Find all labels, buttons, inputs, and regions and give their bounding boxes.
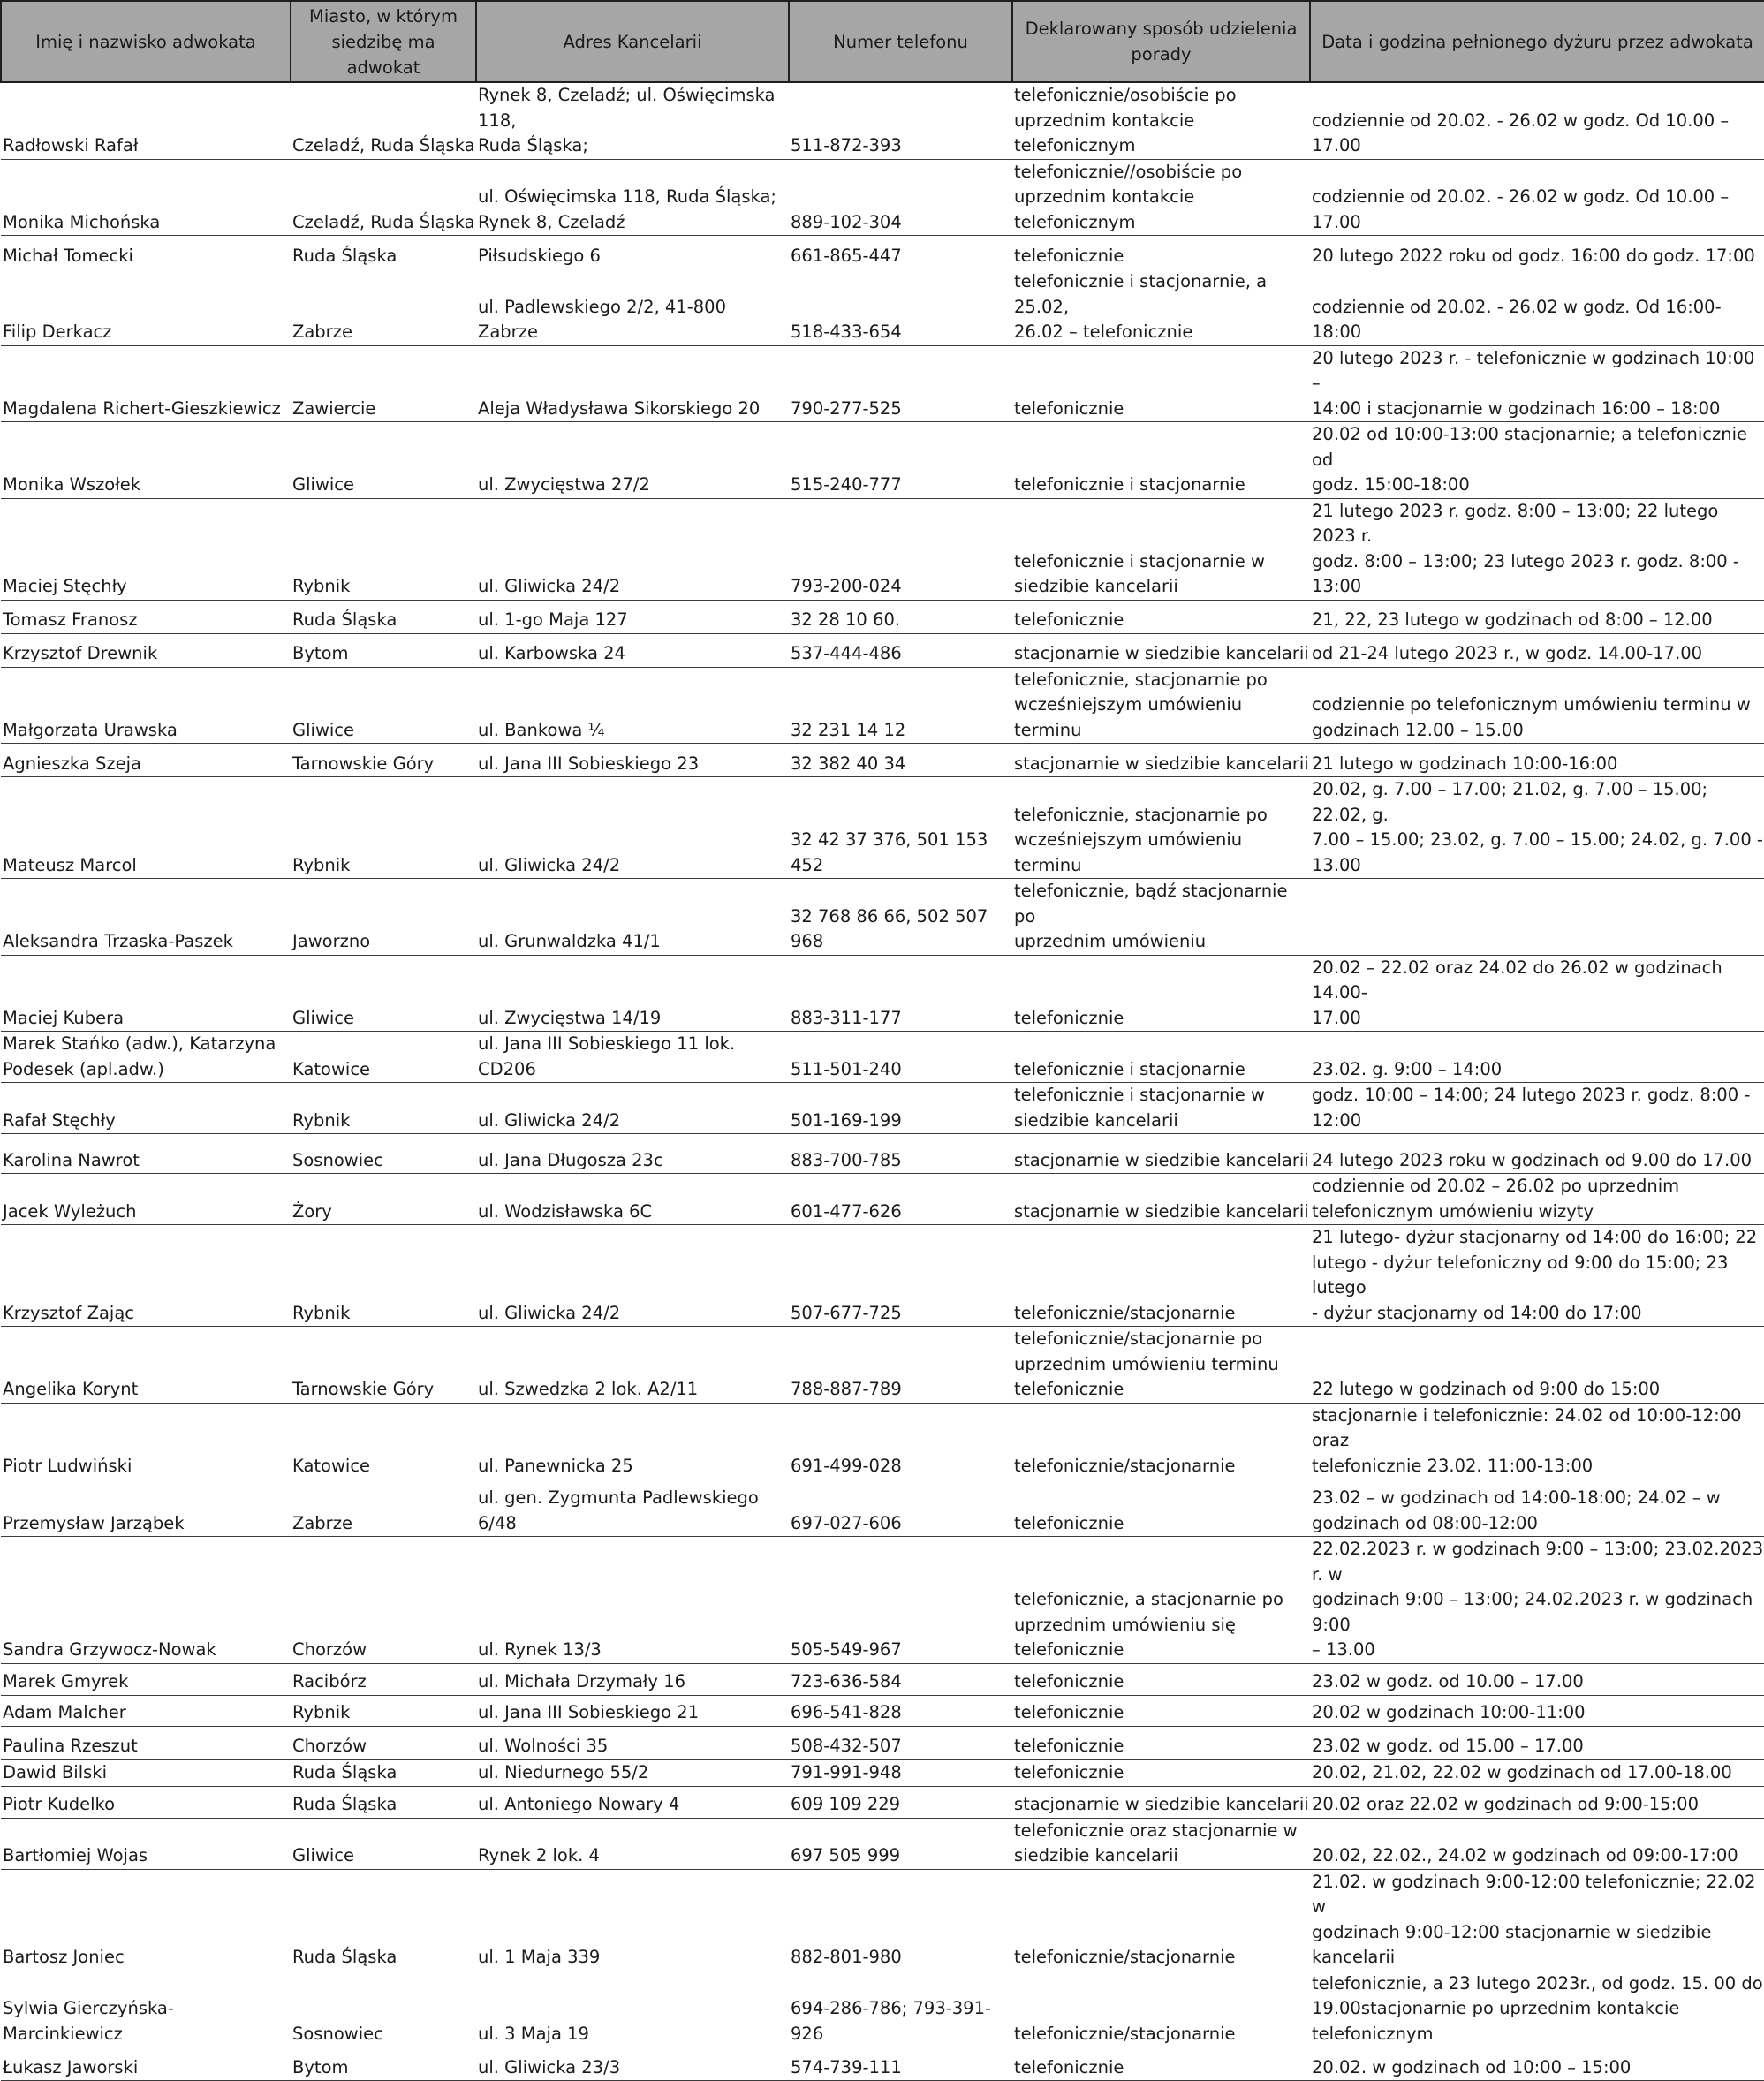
advice-method-cell: telefonicznie//osobiście po uprzednim kontakcie telefonicznym [1012,159,1310,236]
city-cell: Zawiercie [291,345,476,422]
duty-date-cell: telefonicznie, a 23 lutego 2023r., od godz. 15. 00 do 19.00stacjonarnie po uprzednim kontakcie telefonicznym [1310,1971,1764,2047]
address-cell: Aleja Władysława Sikorskiego 20 [476,345,789,422]
address-cell: ul. Antoniego Nowary 4 [476,1786,789,1818]
lawyer-name-cell: Magdalena Richert-Gieszkiewicz [1,345,291,422]
address-cell: ul. Niedurnego 55/2 [476,1759,789,1786]
phone-cell: 889-102-304 [789,159,1012,236]
address-cell: ul. Szwedzka 2 lok. A2/11 [476,1327,789,1404]
duty-date-cell: 23.02 w godz. od 15.00 – 17.00 [1310,1726,1764,1759]
address-cell: ul. Gliwicka 24/2 [476,1225,789,1327]
lawyer-name-cell: Paulina Rzeszut [1,1726,291,1759]
duty-date-cell: 20 lutego 2023 r. - telefonicznie w godzinach 10:00 – 14:00 i stacjonarnie w godzinach 16:00 – 18:00 [1310,345,1764,422]
table-row [1,879,1764,956]
duty-date-cell: 23.02 – w godzinach od 14:00-18:00; 24.02 – w godzinach od 08:00-12:00 [1310,1479,1764,1537]
address-cell: ul. 1 Maja 339 [476,1869,789,1971]
advice-method-cell: telefonicznie, stacjonarnie po wcześniejszym umówieniu terminu [1012,777,1310,879]
lawyer-name-cell: Aleksandra Trzaska-Paszek [1,879,291,956]
address-cell: ul. Wolności 35 [476,1726,789,1759]
phone-cell: 508-432-507 [789,1726,1012,1759]
table-row [1,1537,1764,1664]
table-row [1,1479,1764,1537]
header-phone-number: Numer telefonu [789,1,1012,82]
lawyer-name-cell: Angelika Korynt [1,1327,291,1404]
advice-method-cell: telefonicznie [1012,600,1310,633]
duty-date-cell: 21 lutego 2023 r. godz. 8:00 – 13:00; 22 lutego 2023 r. godz. 8:00 – 13:00; 23 lutego 2023 r. godz. 8:00 - 13:00 [1310,498,1764,600]
duty-date-cell: 20.02, 21.02, 22.02 w godzinach od 17.00-18.00 [1310,1759,1764,1786]
lawyer-name-cell: Radłowski Rafał [1,82,291,159]
table-row [1,1971,1764,2047]
phone-cell: 609 109 229 [789,1786,1012,1818]
address-cell: ul. Oświęcimska 118, Ruda Śląska; Rynek 8, Czeladź [476,159,789,236]
phone-cell: 518-433-654 [789,269,1012,346]
advice-method-cell: telefonicznie, a stacjonarnie po uprzednim umówieniu się telefonicznie [1012,1537,1310,1664]
duty-date-cell: 22.02.2023 r. w godzinach 9:00 – 13:00; 23.02.2023 r. w godzinach 9:00 – 13:00; 24.02.2023 r. w godzinach 9:00 – 13.00 [1310,1537,1764,1664]
city-cell: Katowice [291,1403,476,1479]
advice-method-cell: telefonicznie [1012,236,1310,269]
city-cell: Ruda Śląska [291,236,476,269]
header-duty-date-time: Data i godzina pełnionego dyżuru przez adwokata [1310,1,1764,82]
duty-date-cell: 20.02 od 10:00-13:00 stacjonarnie; a telefonicznie od godz. 15:00-18:00 [1310,422,1764,499]
lawyer-name-cell: Krzysztof Zając [1,1225,291,1327]
lawyer-name-cell: Łukasz Jaworski [1,2047,291,2081]
city-cell: Bytom [291,2047,476,2081]
phone-cell: 696-541-828 [789,1695,1012,1726]
city-cell: Gliwice [291,1818,476,1869]
duty-date-cell: 23.02 w godz. od 10.00 – 17.00 [1310,1663,1764,1695]
phone-cell: 574-739-111 [789,2047,1012,2081]
address-cell: ul. Grunwaldzka 41/1 [476,879,789,956]
table-row [1,1759,1764,1786]
city-cell: Bytom [291,633,476,667]
lawyer-name-cell: Piotr Ludwiński [1,1403,291,1479]
table-row [1,1225,1764,1327]
advice-method-cell: telefonicznie/stacjonarnie [1012,1403,1310,1479]
city-cell: Ruda Śląska [291,1759,476,1786]
lawyer-name-cell: Agnieszka Szeja [1,744,291,777]
lawyer-name-cell: Mateusz Marcol [1,777,291,879]
city-cell: Ruda Śląska [291,1869,476,1971]
address-cell: ul. Rynek 13/3 [476,1537,789,1664]
advice-method-cell: telefonicznie [1012,1759,1310,1786]
lawyer-name-cell: Jacek Wyleżuch [1,1174,291,1225]
advice-method-cell: telefonicznie [1012,345,1310,422]
address-cell: ul. Bankowa ¼ [476,667,789,744]
table-body [1,82,1764,2081]
phone-cell: 883-700-785 [789,1134,1012,1174]
table-row [1,236,1764,269]
address-cell: ul. Gliwicka 24/2 [476,777,789,879]
advice-method-cell: telefonicznie [1012,1663,1310,1695]
address-cell: ul. Wodzisławska 6C [476,1174,789,1225]
city-cell: Rybnik [291,1225,476,1327]
advice-method-cell: telefonicznie/stacjonarnie [1012,1971,1310,2047]
city-cell: Czeladź, Ruda Śląska [291,82,476,159]
phone-cell: 511-872-393 [789,82,1012,159]
city-cell: Rybnik [291,777,476,879]
table-row [1,1726,1764,1759]
lawyer-name-cell: Adam Malcher [1,1695,291,1726]
advice-method-cell: telefonicznie [1012,2047,1310,2081]
table-row [1,1695,1764,1726]
table-row [1,667,1764,744]
advice-method-cell: telefonicznie [1012,1726,1310,1759]
header-city: Miasto, w którym siedzibę ma adwokat [291,1,476,82]
address-cell: Rynek 2 lok. 4 [476,1818,789,1869]
lawyer-name-cell: Piotr Kudelko [1,1786,291,1818]
address-cell: ul. Jana III Sobieskiego 23 [476,744,789,777]
phone-cell: 697 505 999 [789,1818,1012,1869]
duty-date-cell: 22 lutego w godzinach od 9:00 do 15:00 [1310,1327,1764,1404]
phone-cell: 505-549-967 [789,1537,1012,1664]
city-cell: Ruda Śląska [291,1786,476,1818]
address-cell: ul. Zwycięstwa 14/19 [476,955,789,1032]
table-row [1,2047,1764,2081]
address-cell: Piłsudskiego 6 [476,236,789,269]
table-row [1,777,1764,879]
advice-method-cell: stacjonarnie w siedzibie kancelarii [1012,1134,1310,1174]
city-cell: Gliwice [291,955,476,1032]
city-cell: Katowice [291,1032,476,1083]
city-cell: Chorzów [291,1537,476,1664]
phone-cell: 601-477-626 [789,1174,1012,1225]
advice-method-cell: telefonicznie i stacjonarnie [1012,1032,1310,1083]
lawyer-name-cell: Rafał Stęchły [1,1083,291,1134]
duty-date-cell: 21.02. w godzinach 9:00-12:00 telefonicznie; 22.02 w godzinach 9:00-12:00 stacjonarnie w siedzibie kancelarii [1310,1869,1764,1971]
table-row [1,269,1764,346]
lawyer-name-cell: Przemysław Jarząbek [1,1479,291,1537]
table-row [1,345,1764,422]
lawyer-name-cell: Tomasz Franosz [1,600,291,633]
lawyer-name-cell: Monika Wszołek [1,422,291,499]
address-cell: ul. Jana III Sobieskiego 11 lok. CD206 [476,1032,789,1083]
address-cell: Rynek 8, Czeladź; ul. Oświęcimska 118, Ruda Śląska; [476,82,789,159]
table-row [1,1083,1764,1134]
header-advice-method: Deklarowany sposób udzielenia porady [1012,1,1310,82]
city-cell: Zabrze [291,269,476,346]
phone-cell: 32 768 86 66, 502 507 968 [789,879,1012,956]
advice-method-cell: telefonicznie [1012,955,1310,1032]
duty-date-cell: 20.02, g. 7.00 – 17.00; 21.02, g. 7.00 – 15.00; 22.02, g. 7.00 – 15.00; 23.02, g. 7.00 – 15.00; 24.02, g. 7.00 - 13.00 [1310,777,1764,879]
city-cell: Rybnik [291,498,476,600]
duty-date-cell: od 21-24 lutego 2023 r., w godz. 14.00-17.00 [1310,633,1764,667]
city-cell: Racibórz [291,1663,476,1695]
city-cell: Gliwice [291,422,476,499]
duty-date-cell: codziennie od 20.02 – 26.02 po uprzednim telefonicznym umówieniu wizyty [1310,1174,1764,1225]
lawyer-name-cell: Sylwia Gierczyńska-Marcinkiewicz [1,1971,291,2047]
duty-date-cell: godz. 10:00 – 14:00; 24 lutego 2023 r. godz. 8:00 - 12:00 [1310,1083,1764,1134]
advice-method-cell: telefonicznie i stacjonarnie, a 25.02, 26.02 – telefonicznie [1012,269,1310,346]
lawyer-name-cell: Filip Derkacz [1,269,291,346]
phone-cell: 697-027-606 [789,1479,1012,1537]
advice-method-cell: stacjonarnie w siedzibie kancelarii [1012,744,1310,777]
address-cell: ul. Jana III Sobieskiego 21 [476,1695,789,1726]
city-cell: Tarnowskie Góry [291,744,476,777]
duty-date-cell: 20.02 – 22.02 oraz 24.02 do 26.02 w godzinach 14.00- 17.00 [1310,955,1764,1032]
lawyer-name-cell: Maciej Stęchły [1,498,291,600]
phone-cell: 511-501-240 [789,1032,1012,1083]
duty-date-cell: codziennie od 20.02. - 26.02 w godz. Od 10.00 – 17.00 [1310,159,1764,236]
duty-date-cell: 21 lutego w godzinach 10:00-16:00 [1310,744,1764,777]
advice-method-cell: telefonicznie/osobiście po uprzednim kontakcie telefonicznym [1012,82,1310,159]
address-cell: ul. Jana Długosza 23c [476,1134,789,1174]
phone-cell: 32 231 14 12 [789,667,1012,744]
advice-method-cell: telefonicznie i stacjonarnie w siedzibie kancelarii [1012,498,1310,600]
lawyer-name-cell: Monika Michońska [1,159,291,236]
table-row [1,82,1764,159]
advice-method-cell: telefonicznie i stacjonarnie [1012,422,1310,499]
lawyer-name-cell: Marek Gmyrek [1,1663,291,1695]
advice-method-cell: stacjonarnie w siedzibie kancelarii [1012,633,1310,667]
city-cell: Jaworzno [291,879,476,956]
city-cell: Ruda Śląska [291,600,476,633]
phone-cell: 691-499-028 [789,1403,1012,1479]
lawyer-name-cell: Sandra Grzywocz-Nowak [1,1537,291,1664]
advice-method-cell: telefonicznie i stacjonarnie w siedzibie kancelarii [1012,1083,1310,1134]
address-cell: ul. Zwycięstwa 27/2 [476,422,789,499]
advice-method-cell: telefonicznie [1012,1695,1310,1726]
lawyer-name-cell: Michał Tomecki [1,236,291,269]
table-row [1,1327,1764,1404]
lawyer-name-cell: Maciej Kubera [1,955,291,1032]
lawyer-name-cell: Krzysztof Drewnik [1,633,291,667]
lawyer-name-cell: Karolina Nawrot [1,1134,291,1174]
address-cell: ul. Panewnicka 25 [476,1403,789,1479]
duty-date-cell: 20.02 w godzinach 10:00-11:00 [1310,1695,1764,1726]
address-cell: ul. 1-go Maja 127 [476,600,789,633]
duty-date-cell: stacjonarnie i telefonicznie: 24.02 od 10:00-12:00 oraz telefonicznie 23.02. 11:00-13:00 [1310,1403,1764,1479]
address-cell: ul. 3 Maja 19 [476,1971,789,2047]
advice-method-cell: telefonicznie/stacjonarnie po uprzednim umówieniu terminu telefonicznie [1012,1327,1310,1404]
lawyer-name-cell: Dawid Bilski [1,1759,291,1786]
phone-cell: 793-200-024 [789,498,1012,600]
phone-cell: 883-311-177 [789,955,1012,1032]
city-cell: Rybnik [291,1083,476,1134]
city-cell: Sosnowiec [291,1971,476,2047]
phone-cell: 501-169-199 [789,1083,1012,1134]
phone-cell: 32 42 37 376, 501 153 452 [789,777,1012,879]
table-row [1,955,1764,1032]
phone-cell: 790-277-525 [789,345,1012,422]
phone-cell: 32 382 40 34 [789,744,1012,777]
duty-date-cell: 21, 22, 23 lutego w godzinach od 8:00 – 12.00 [1310,600,1764,633]
address-cell: ul. gen. Zygmunta Padlewskiego 6/48 [476,1479,789,1537]
table-row [1,498,1764,600]
advice-method-cell: telefonicznie/stacjonarnie [1012,1225,1310,1327]
duty-date-cell: 24 lutego 2023 roku w godzinach od 9.00 do 17.00 [1310,1134,1764,1174]
duty-date-cell [1310,879,1764,956]
city-cell: Sosnowiec [291,1134,476,1174]
duty-date-cell: 20 lutego 2022 roku od godz. 16:00 do godz. 17:00 [1310,236,1764,269]
duty-date-cell: codziennie po telefonicznym umówieniu terminu w godzinach 12.00 – 15.00 [1310,667,1764,744]
phone-cell: 537-444-486 [789,633,1012,667]
phone-cell: 788-887-789 [789,1327,1012,1404]
duty-date-cell: 23.02. g. 9:00 – 14:00 [1310,1032,1764,1083]
table-row [1,1174,1764,1225]
address-cell: ul. Gliwicka 24/2 [476,498,789,600]
table-row [1,422,1764,499]
table-row [1,1663,1764,1695]
address-cell: ul. Michała Drzymały 16 [476,1663,789,1695]
table-row [1,1869,1764,1971]
advice-method-cell: telefonicznie, stacjonarnie po wcześniejszym umówieniu terminu [1012,667,1310,744]
lawyer-name-cell: Małgorzata Urawska [1,667,291,744]
phone-cell: 694-286-786; 793-391-926 [789,1971,1012,2047]
city-cell: Gliwice [291,667,476,744]
phone-cell: 791-991-948 [789,1759,1012,1786]
table-row [1,1786,1764,1818]
phone-cell: 32 28 10 60. [789,600,1012,633]
address-cell: ul. Gliwicka 24/2 [476,1083,789,1134]
table-row [1,1403,1764,1479]
city-cell: Zabrze [291,1479,476,1537]
phone-cell: 515-240-777 [789,422,1012,499]
address-cell: ul. Padlewskiego 2/2, 41-800 Zabrze [476,269,789,346]
duty-date-cell: codziennie od 20.02. - 26.02 w godz. Od 16:00-18:00 [1310,269,1764,346]
table-row [1,1818,1764,1869]
duty-date-cell: codziennie od 20.02. - 26.02 w godz. Od 10.00 – 17.00 [1310,82,1764,159]
advice-method-cell: stacjonarnie w siedzibie kancelarii [1012,1174,1310,1225]
city-cell: Żory [291,1174,476,1225]
address-cell: ul. Gliwicka 23/3 [476,2047,789,2081]
table-row [1,633,1764,667]
duty-date-cell: 20.02. w godzinach od 10:00 – 15:00 [1310,2047,1764,2081]
table-row [1,1032,1764,1083]
lawyer-name-cell: Marek Stańko (adw.), Katarzyna Podesek (apl.adw.) [1,1032,291,1083]
phone-cell: 507-677-725 [789,1225,1012,1327]
city-cell: Czeladź, Ruda Śląska [291,159,476,236]
lawyer-name-cell: Bartosz Joniec [1,1869,291,1971]
duty-date-cell: 20.02 oraz 22.02 w godzinach od 9:00-15:00 [1310,1786,1764,1818]
address-cell: ul. Karbowska 24 [476,633,789,667]
header-lawyer-name: Imię i nazwisko adwokata [1,1,291,82]
table-row [1,600,1764,633]
table-row [1,744,1764,777]
duty-date-cell: 20.02, 22.02., 24.02 w godzinach od 09:00-17:00 [1310,1818,1764,1869]
city-cell: Rybnik [291,1695,476,1726]
table-row [1,1134,1764,1174]
phone-cell: 723-636-584 [789,1663,1012,1695]
phone-cell: 882-801-980 [789,1869,1012,1971]
city-cell: Tarnowskie Góry [291,1327,476,1404]
lawyer-name-cell: Bartłomiej Wojas [1,1818,291,1869]
duty-date-cell: 21 lutego- dyżur stacjonarny od 14:00 do 16:00; 22 lutego - dyżur telefoniczny od 9:00 do 15:00; 23 lutego - dyżur stacjonarny od 14:00 do 17:00 [1310,1225,1764,1327]
table-row [1,159,1764,236]
advice-method-cell: telefonicznie [1012,1479,1310,1537]
header-office-address: Adres Kancelarii [476,1,789,82]
advice-method-cell: telefonicznie oraz stacjonarnie w siedzibie kancelarii [1012,1818,1310,1869]
city-cell: Chorzów [291,1726,476,1759]
table-header-row [1,1,1764,82]
phone-cell: 661-865-447 [789,236,1012,269]
advice-method-cell: stacjonarnie w siedzibie kancelarii [1012,1786,1310,1818]
advice-method-cell: telefonicznie/stacjonarnie [1012,1869,1310,1971]
advice-method-cell: telefonicznie, bądź stacjonarnie po uprzednim umówieniu [1012,879,1310,956]
